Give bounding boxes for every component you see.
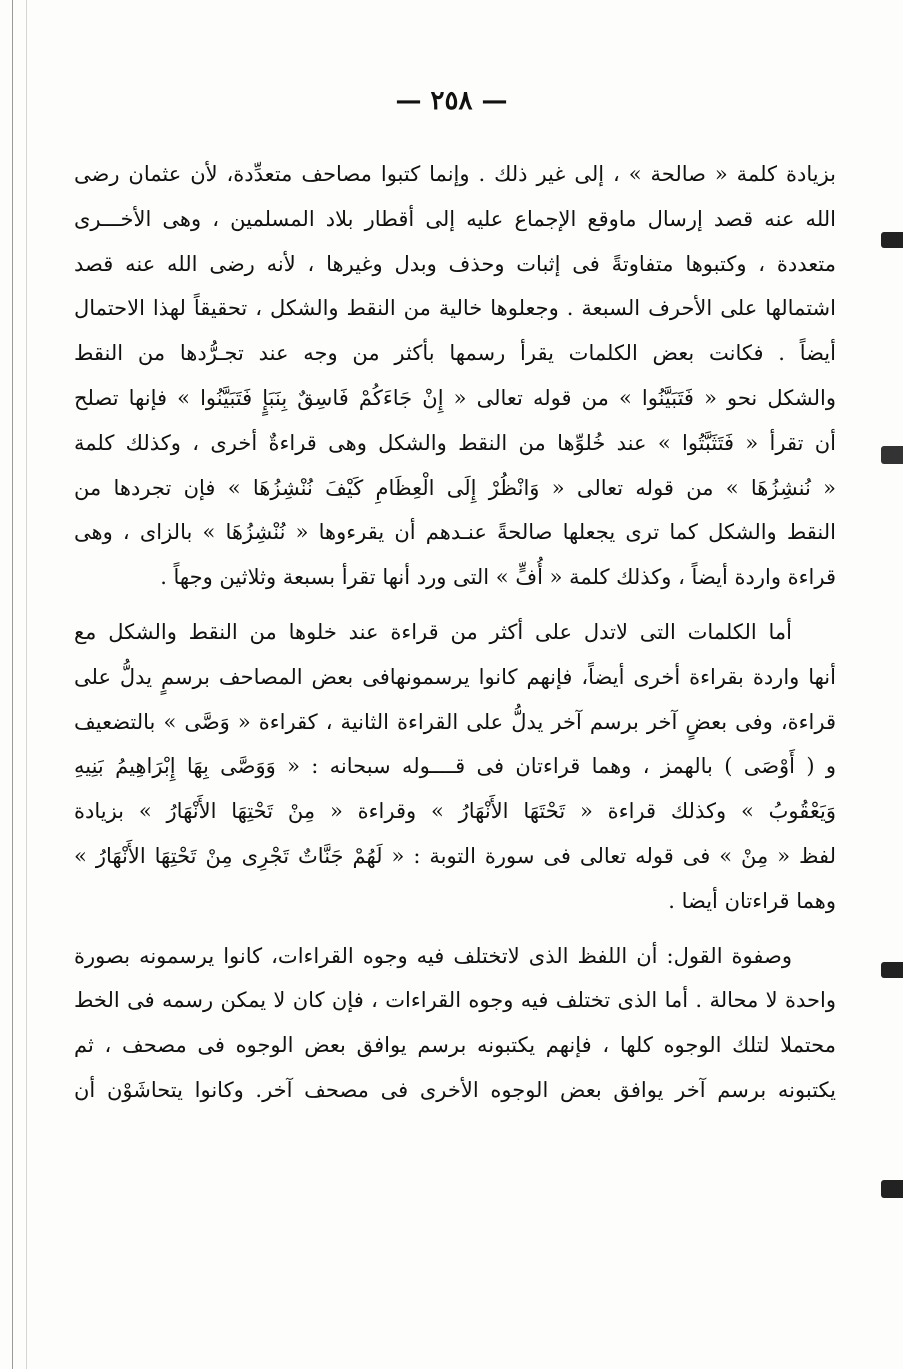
margin-ink-mark [881, 1180, 903, 1198]
text-line: واحدة لا محالة . أما الذى تختلف فيه وجوه القراءات ، فإن كان لا يمكن رسمه فى الخط [74, 988, 836, 1013]
text-line: النقط والشكل كما ترى يجعلها صالحةً عنـدهم أن يقرءوها « نُنْشِزُهَا » بالزاى ، وهى [74, 520, 836, 545]
paragraph-gap [74, 600, 836, 610]
margin-ink-mark [881, 962, 903, 978]
text-line: وَيَعْقُوبُ » وكذلك قراءة « تَحْتَهَا الأَنْهَارُ » وقراءة « مِنْ تَحْتِهَا الأَنْهَارُ » بزيادة [74, 799, 836, 824]
text-line: متعددة ، وكتبوها متفاوتةً فى إثبات وحذف وبدل وغيرها ، لأنه رضى الله عنه قصد [74, 251, 836, 276]
page-number: — ٢٥٨ — [395, 86, 508, 116]
text-line: يكتبونه برسم آخر يوافق بعض الوجوه الأخرى فى مصحف آخر. وكانوا يتحاشَوْن أن [74, 1077, 836, 1102]
text-line: لفظ « مِنْ » فى قوله تعالى فى سورة التوبة : « لَهُمْ جَنَّاتٌ تَجْرِى مِنْ تَحْتِهَا الأَنْهَارُ » [74, 843, 836, 868]
text-line: اشتمالها على الأحرف السبعة . وجعلوها خالية من النقط والشكل ، تحقيقاً لهذا الاحتمال [74, 296, 836, 321]
paragraph-gap [74, 924, 836, 934]
text-line: أما الكلمات التى لاتدل على أكثر من قراءة عند خلوها من النقط والشكل مع [74, 619, 792, 644]
body-text [74, 152, 836, 1113]
text-line: والشكل نحو « فَتَبَيَّنُوا » من قوله تعالى « إِنْ جَاءَكُمْ فَاسِقٌ بِنَبَإٍ فَتَبَيَّنُوا » فإنها تصلح [74, 385, 836, 410]
margin-ink-mark [881, 232, 903, 248]
text-line: وصفوة القول: أن اللفظ الذى لاتختلف فيه وجوه القراءات، كانوا يرسمونه بصورة [74, 943, 792, 968]
text-line: الله عنه قصد إرسال ماوقع الإجماع عليه إلى أقطار بلاد المسلمين ، وهى الأخـــرى [74, 206, 836, 231]
text-line: وهما قراءتان أيضا . [668, 888, 836, 913]
margin-ink-mark [881, 446, 903, 464]
binding-edge-line [12, 0, 13, 1369]
text-line: أنها واردة بقراءة أخرى أيضاً، فإنهم كانوا يرسمونهافى بعض المصاحف برسمٍ يدلُّ على [74, 664, 836, 689]
text-line: قراءة واردة أيضاً ، وكذلك كلمة « أُفٍّ » التى ورد أنها تقرأ بسبعة وثلاثين وجهاً . [160, 565, 836, 590]
text-line: أيضاً . فكانت بعض الكلمات يقرأ رسمها بأكثر من وجه عند تجـرُّدها من النقط [74, 341, 836, 366]
text-line: قراءة، وفى بعضٍ آخر برسم آخر يدلُّ على القراءة الثانية ، كقراءة « وَصَّى » بالتضعيف [74, 709, 836, 734]
text-line: أن تقرأ « فَتَثَبَّتُوا » عند خُلوِّها من النقط والشكل وهى قراءةٌ أخرى ، وكذلك كلمة [74, 430, 836, 455]
binding-edge-shadow [26, 0, 27, 1369]
text-line: بزيادة كلمة « صالحة » ، إلى غير ذلك . وإنما كتبوا مصاحف متعدِّدة، لأن عثمان رضى [74, 162, 836, 186]
text-line: و ( أَوْصَى ) بالهمز ، وهما قراءتان فى قــــوله سبحانه : « وَوَصَّى بِهَا إِبْرَاهِيمُ بَنِيهِ [74, 754, 836, 779]
text-line: محتملا لتلك الوجوه كلها ، فإنهم يكتبونه برسم يوافق بعض الوجوه فى مصحف ، ثم [74, 1033, 836, 1058]
text-line: « نُنشِزُهَا » من قوله تعالى « وَانْظُرْ إِلَى الْعِظَامِ كَيْفَ نُنْشِزُهَا » فإن تجردها من [74, 475, 836, 500]
